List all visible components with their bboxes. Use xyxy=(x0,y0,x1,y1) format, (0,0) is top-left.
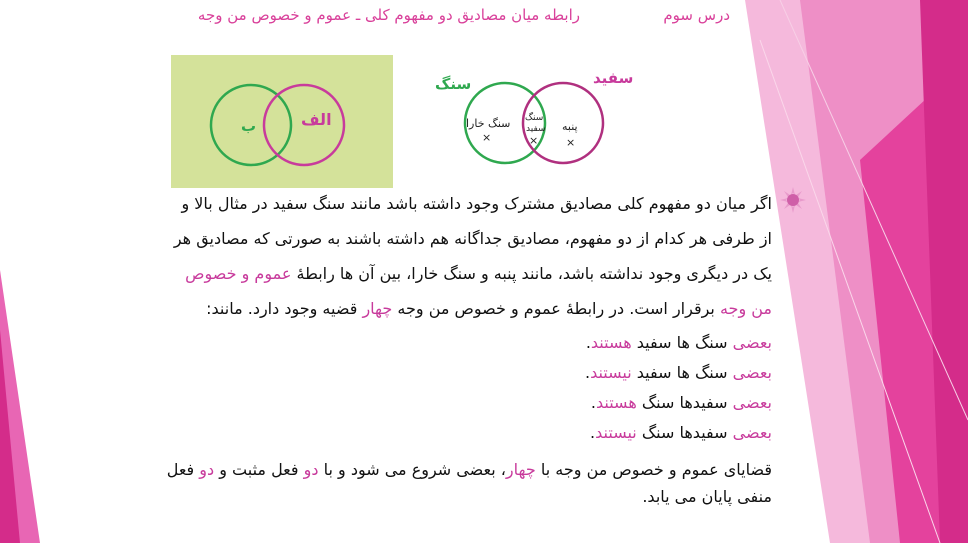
examples-list xyxy=(14,328,772,448)
example-3: بعضی سفیدها سنگ هستند. xyxy=(590,393,772,412)
topic-label: رابطه میان مصادیق دو مفهوم کلی ـ عموم و خصوص من وجه xyxy=(197,6,580,24)
flower-bullet-icon xyxy=(778,185,808,215)
lesson-label: درس سوم xyxy=(663,6,730,24)
paragraph-summary xyxy=(14,456,772,510)
label-a: الف xyxy=(301,110,332,129)
para-line-1: اگر میان دو مفهوم کلی مصادیق مشترک وجود داشته باشد مانند سنگ سفید در مثال بالا و xyxy=(181,194,772,213)
para-line-2: از طرفی هر کدام از دو مفهوم، مصادیق جداگانه هم داشته باشند به صورتی که مصادیق هر xyxy=(173,229,772,248)
summary-line-1: قضایای عموم و خصوص من وجه با چهار، بعضی شروع می شود و با دو فعل مثبت و دو فعل xyxy=(166,460,772,479)
example-1: بعضی سنگ ها سفید هستند. xyxy=(585,333,772,352)
slide-title xyxy=(60,4,740,30)
mark-mid: × xyxy=(529,134,539,147)
item-cotton: پنبه xyxy=(562,120,578,133)
paragraph-intro xyxy=(14,186,772,326)
label-b: ب xyxy=(241,117,257,135)
item-granite: سنگ خارا xyxy=(466,117,511,130)
mark-granite: × xyxy=(482,131,492,144)
example-2: بعضی سنگ ها سفید نیستند. xyxy=(584,363,772,382)
mark-cotton: × xyxy=(566,136,576,149)
item-mid-1: سنگ xyxy=(525,113,544,123)
summary-line-2: منفی پایان می یابد. xyxy=(642,487,772,506)
para-line-3: یک در دیگری وجود نداشته باشد، مانند پنبه و سنگ خارا، بین آن ها رابطۀ عموم و خصوص xyxy=(185,264,772,283)
example-4: بعضی سفیدها سنگ نیستند. xyxy=(590,423,772,442)
para-line-4: من وجه برقرار است. در رابطۀ عموم و خصوص من وجه چهار قضیه وجود دارد. مانند: xyxy=(206,299,772,318)
label-stone: سنگ xyxy=(435,75,472,93)
label-white: سفید xyxy=(593,69,634,87)
venn-diagram-left xyxy=(171,55,393,188)
item-mid-2: سفید xyxy=(526,124,546,134)
venn-diagram-right xyxy=(430,55,640,175)
